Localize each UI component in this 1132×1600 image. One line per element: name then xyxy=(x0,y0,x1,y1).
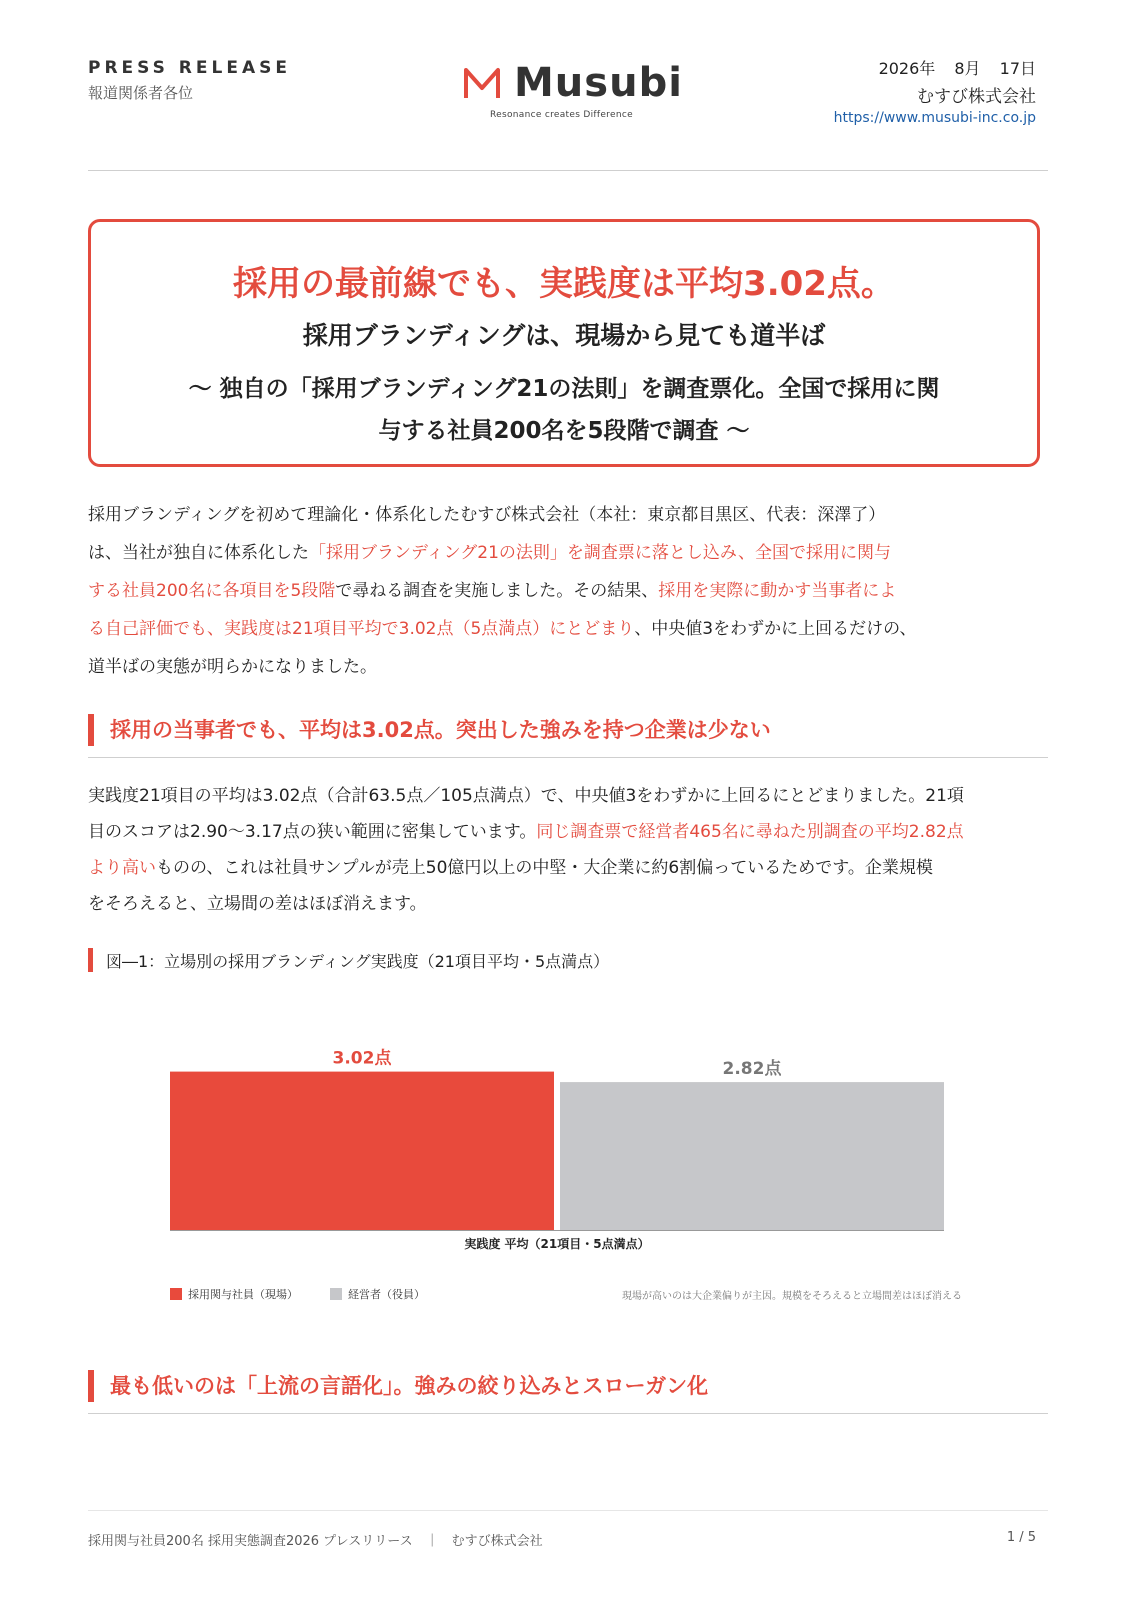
company-url-link[interactable]: https://www.musubi-inc.co.jp xyxy=(833,110,1036,126)
intro-line xyxy=(88,534,1048,572)
body-highlight: より高い xyxy=(88,858,156,878)
intro-line: 道半ばの実態が明らかになりました。 xyxy=(88,657,377,677)
headline-box xyxy=(88,219,1040,467)
bar-executives xyxy=(560,1082,944,1230)
legend-swatch xyxy=(170,1288,182,1300)
intro-text: 、中央値3をわずかに上回るだけの、 xyxy=(634,619,917,639)
bar-value-label: 3.02点 xyxy=(332,1048,392,1069)
headline-summary-line-2: 与する社員200名を5段階で調査 〜 xyxy=(378,418,750,444)
header-divider xyxy=(88,170,1048,171)
legend-item-executives xyxy=(330,1286,425,1302)
intro-highlight: 「採用ブランディング21の法則」を調査票に落とし込み、全国で採用に関与 xyxy=(309,543,891,563)
intro-line xyxy=(88,610,1048,648)
x-axis-label: 実践度 平均（21項目・5点満点） xyxy=(464,1237,650,1251)
legend-item-employees xyxy=(170,1286,298,1302)
legend-label: 採用関与社員（現場） xyxy=(188,1288,298,1301)
intro-highlight: る自己評価でも、実践度は21項目平均で3.02点（5点満点）にとどまり xyxy=(88,619,635,639)
body-line xyxy=(88,814,1048,850)
legend-label: 経営者（役員） xyxy=(348,1288,425,1301)
practice-score-bar-chart xyxy=(160,1040,960,1310)
logo-mark-icon xyxy=(462,64,502,104)
figure-marker xyxy=(88,948,93,972)
logo-wordmark: Musubi xyxy=(514,60,683,106)
section-2-divider xyxy=(88,1413,1048,1414)
intro-line xyxy=(88,572,1048,610)
section-marker xyxy=(88,714,94,746)
headline-summary-line-1: 〜 独自の「採用ブランディング21の法則」を調査票化。全国で採用に関 xyxy=(188,376,940,402)
body-text: 目のスコアは2.90〜3.17点の狭い範囲に密集しています。 xyxy=(88,822,537,842)
intro-text: は、当社が独自に体系化した xyxy=(88,543,309,563)
body-text: ものの、これは社員サンプルが売上50億円以上の中堅・大企業に約6割偏っているためです。企業規模 xyxy=(156,858,933,878)
press-release-label: PRESS RELEASE xyxy=(88,58,291,78)
recipient-label: 報道関係者各位 xyxy=(88,84,194,102)
section-marker xyxy=(88,1370,94,1402)
section-2-title: 最も低いのは「上流の言語化」。強みの絞り込みとスローガン化 xyxy=(110,1374,709,1398)
legend-swatch xyxy=(330,1288,342,1300)
intro-text: で尋ねる調査を実施しました。その結果、 xyxy=(335,581,659,601)
intro-paragraph xyxy=(88,496,1048,686)
intro-highlight: する社員200名に各項目を5段階 xyxy=(88,581,336,601)
bar-employees xyxy=(170,1072,554,1230)
page-number: 1 / 5 xyxy=(1006,1530,1036,1545)
section-1-divider xyxy=(88,757,1048,758)
figure-title: 図―1：立場別の採用ブランディング実践度（21項目平均・5点満点） xyxy=(106,952,610,971)
headline-title: 採用の最前線でも、実践度は平均3.02点。 xyxy=(233,264,895,304)
headline-subtitle: 採用ブランディングは、現場から見ても道半ば xyxy=(302,321,826,350)
bar-value-label: 2.82点 xyxy=(722,1059,782,1080)
section-1-body xyxy=(88,778,1048,922)
release-date: 2026年 8月 17日 xyxy=(878,59,1036,78)
footer-divider xyxy=(88,1510,1048,1511)
footer-text: 採用関与社員200名 採用実態調査2026 プレスリリース ｜ むすび株式会社 xyxy=(88,1534,543,1549)
chart-legend xyxy=(170,1286,425,1302)
logo-tagline: Resonance creates Difference xyxy=(490,110,633,120)
company-name: むすび株式会社 xyxy=(917,87,1036,107)
body-highlight: 同じ調査票で経営者465名に尋ねた別調査の平均2.82点 xyxy=(536,822,964,842)
company-logo xyxy=(462,60,682,124)
section-1-title: 採用の当事者でも、平均は3.02点。突出した強みを持つ企業は少ない xyxy=(110,718,771,742)
intro-line: 採用ブランディングを初めて理論化・体系化したむすび株式会社（本社：東京都目黒区、代表：深澤了） xyxy=(88,505,886,525)
chart-note: 現場が高いのは大企業偏りが主因。規模をそろえると立場間差はほぼ消える xyxy=(622,1291,962,1302)
intro-highlight: 採用を実際に動かす当事者によ xyxy=(658,581,897,601)
body-line: をそろえると、立場間の差はほぼ消えます。 xyxy=(88,894,427,914)
body-line xyxy=(88,850,1048,886)
body-line: 実践度21項目の平均は3.02点（合計63.5点／105点満点）で、中央値3をわずかに上回るにとどまりました。21項 xyxy=(88,786,964,806)
